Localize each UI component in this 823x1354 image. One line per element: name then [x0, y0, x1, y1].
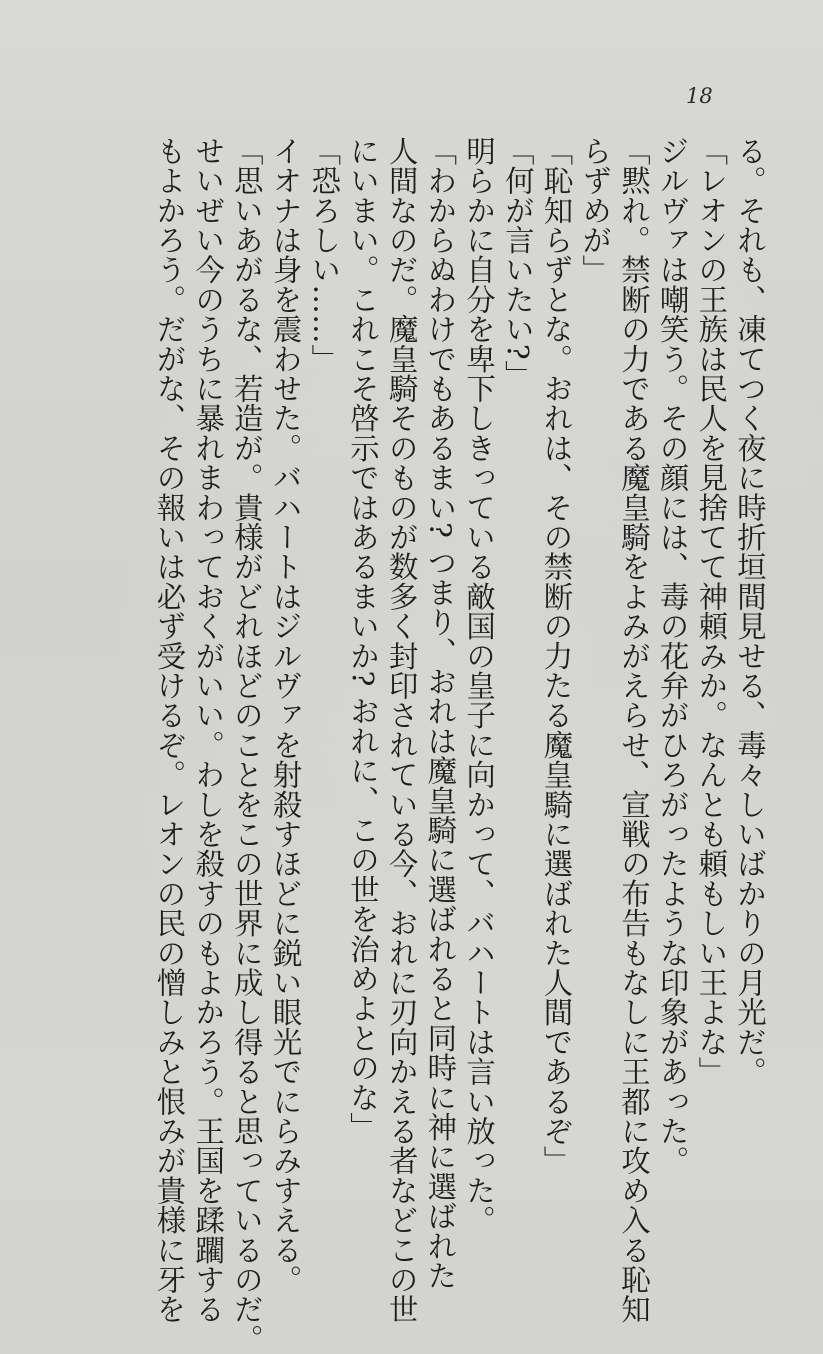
text-line: 「恐ろしい……」 [307, 136, 342, 374]
page-number: 18 [686, 84, 713, 108]
text-line: イオナは身を震わせた。バハートはジルヴァを射殺すほどに鋭い眼光でにらみすえる。 [268, 136, 303, 1295]
text-line: 「わからぬわけでもあるまい? つまり、おれは魔皇騎に選ばれると同時に神に選ばれた [423, 136, 458, 1291]
text-line: 「レオンの王族は民人を見捨てて神頼みか。なんとも頼もしい王よな」 [694, 136, 729, 1087]
vertical-text-block [150, 136, 769, 1354]
text-line: らずめが」 [578, 136, 613, 285]
text-line: せいぜい今のうちに暴れまわっておくがいい。わしを殺すのもよかろう。王国を蹂躙する [191, 136, 226, 1324]
text-line: 「恥知らずとな。おれは、その禁断の力たる魔皇騎に選ばれた人間であるぞ」 [539, 136, 574, 1176]
text-line: 人間なのだ。魔皇騎そのものが数多く封印されている今、おれに刃向かえる者などこの世 [384, 136, 419, 1324]
text-line: 「黙れ。禁断の力である魔皇騎をよみがえらせ、宣戦の布告もなしに王都に攻め入る恥知 [616, 136, 651, 1324]
text-line: 「思いあがるな、若造が。貴様がどれほどのことをこの世界に成し得ると思っているのだ。 [229, 136, 264, 1354]
text-line: にいまい。これこそ啓示ではあるまいか? おれに、この世を治めよとのな」 [345, 136, 380, 1142]
text-line: ジルヴァは嘲笑う。その顔には、毒の花弁がひろがったような印象があった。 [655, 136, 690, 1176]
text-line: もよかろう。だがな、その報いは必ず受けるぞ。レオンの民の憎しみと恨みが貴様に牙を [152, 136, 187, 1324]
text-line: る。それも、凍てつく夜に時折垣間見せる、毒々しいばかりの月光だ。 [733, 136, 767, 1087]
text-line: 「何が言いたい?」 [500, 136, 535, 390]
text-line: 明らかに自分を卑下しきっている敵国の皇子に向かって、バハートは言い放った。 [462, 136, 497, 1235]
